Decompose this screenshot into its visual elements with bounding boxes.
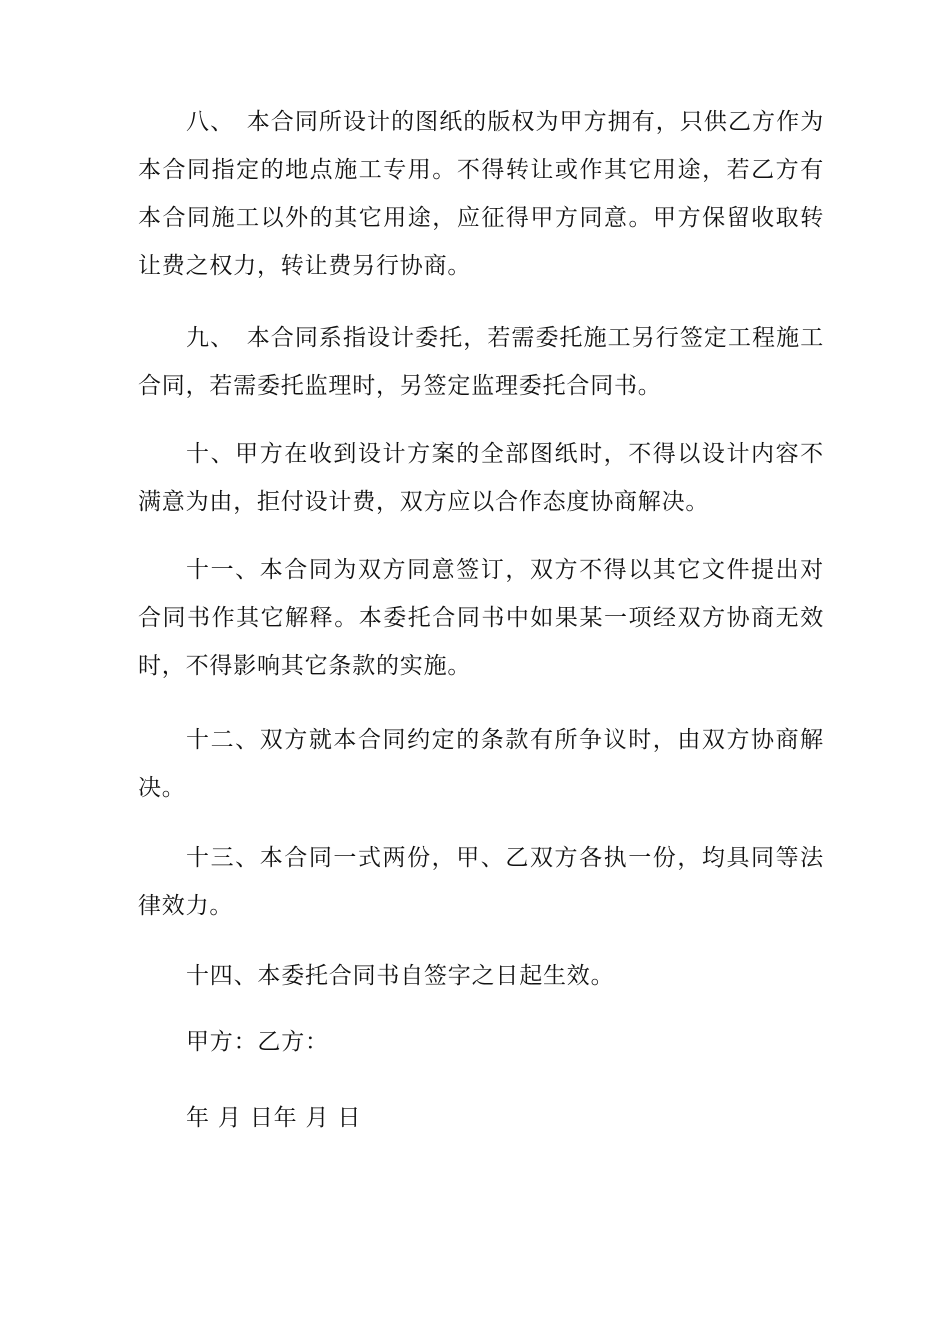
signature-line: 甲方：乙方： (186, 1029, 329, 1055)
clause-13: 十三、本合同一式两份，甲、乙双方各执一份，均具同等法律效力。 (138, 845, 824, 919)
clause-10: 十、甲方在收到设计方案的全部图纸时，不得以设计内容不满意为由，拒付设计费，双方应以合作态度协商解决。 (138, 441, 824, 515)
clause-14: 十四、本委托合同书自签字之日起生效。 (186, 963, 615, 989)
date-line: 年 月 日年 月 日 (186, 1105, 362, 1131)
clause-9: 九、 本合同系指设计委托，若需委托施工另行签定工程施工合同，若需委托监理时，另签定监理委托合同书。 (138, 325, 824, 399)
clause-8: 八、 本合同所设计的图纸的版权为甲方拥有，只供乙方作为本合同指定的地点施工专用。不得转让或作其它用途，若乙方有本合同施工以外的其它用途，应征得甲方同意。甲方保留收取转让费之权力，转让费另行协商。 (138, 109, 824, 279)
clause-12: 十二、双方就本合同约定的条款有所争议时，由双方协商解决。 (138, 727, 824, 801)
clause-11: 十一、本合同为双方同意签订，双方不得以其它文件提出对合同书作其它解释。本委托合同书中如果某一项经双方协商无效时，不得影响其它条款的实施。 (138, 557, 824, 679)
